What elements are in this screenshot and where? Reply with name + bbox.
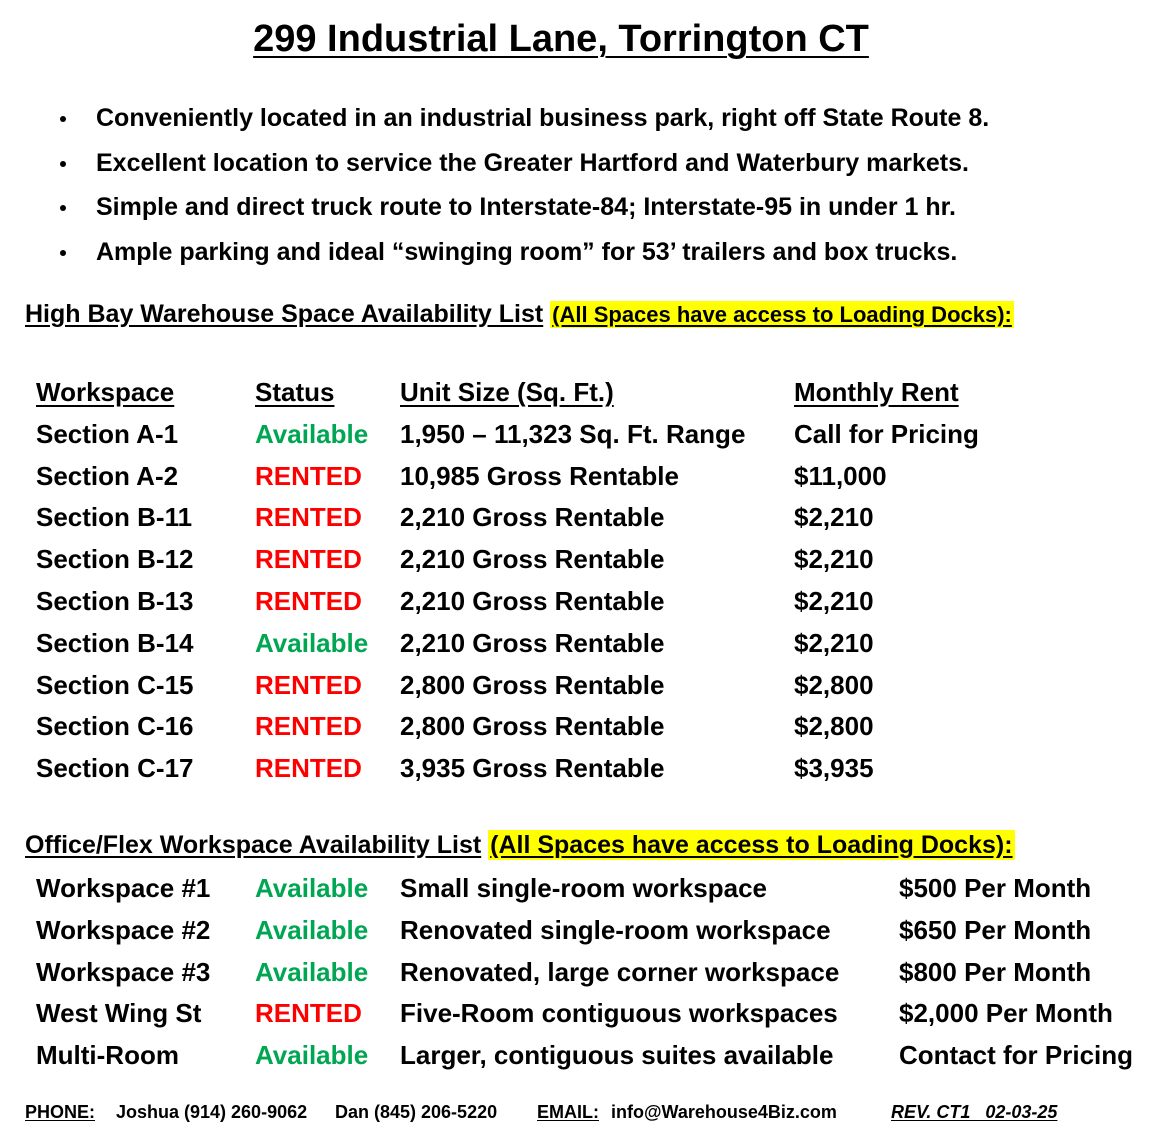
revision-label: REV. CT1 02-03-25 xyxy=(891,1102,1058,1122)
header-unit-size: Unit Size (Sq. Ft.) xyxy=(400,377,614,407)
feature-item xyxy=(56,98,989,143)
row-monthly-rent: $11,000 xyxy=(794,460,887,491)
feature-item xyxy=(56,187,989,232)
row-monthly-rent: $3,935 xyxy=(794,753,874,784)
status-badge: Available xyxy=(255,956,369,987)
header-monthly-rent: Monthly Rent xyxy=(794,377,959,407)
phone-label: PHONE: xyxy=(25,1102,96,1122)
row-unit-size: 2,800 Gross Rentable xyxy=(400,711,665,742)
row-monthly-rent: $2,210 xyxy=(794,544,874,575)
header-status: Status xyxy=(255,377,335,407)
office-heading xyxy=(25,831,1015,860)
row-monthly-rent: $2,800 xyxy=(794,711,874,742)
row-monthly-rent: $800 Per Month xyxy=(899,956,1092,987)
status-badge: Available xyxy=(255,873,369,903)
email-label: EMAIL: xyxy=(537,1102,599,1122)
row-description: Small single-room workspace xyxy=(400,873,768,903)
row-workspace: Section B-13 xyxy=(36,585,194,616)
row-unit-size: 2,210 Gross Rentable xyxy=(400,585,665,616)
row-description: Five-Room contiguous workspaces xyxy=(400,998,838,1029)
row-workspace: Section B-11 xyxy=(36,502,193,533)
row-workspace: Workspace #3 xyxy=(36,956,211,987)
row-workspace: Section A-2 xyxy=(36,460,179,491)
status-badge: Available xyxy=(255,627,369,658)
status-badge: RENTED xyxy=(255,544,362,575)
feature-item xyxy=(56,143,989,188)
row-monthly-rent: Call for Pricing xyxy=(794,418,979,449)
feature-item xyxy=(56,232,989,277)
header-workspace: Workspace xyxy=(36,377,175,407)
bullet-icon xyxy=(60,161,66,167)
warehouse-heading-text: High Bay Warehouse Space Availability List xyxy=(25,300,544,328)
row-unit-size: 3,935 Gross Rentable xyxy=(400,753,665,784)
row-workspace: Section A-1 xyxy=(36,418,179,449)
status-badge: RENTED xyxy=(255,502,362,533)
page-title: 299 Industrial Lane, Torrington CT xyxy=(253,18,869,60)
row-monthly-rent: $2,800 xyxy=(794,669,874,700)
row-monthly-rent: $2,210 xyxy=(794,627,874,658)
status-badge: RENTED xyxy=(255,585,362,616)
status-badge: RENTED xyxy=(255,669,362,700)
feature-text: Conveniently located in an industrial business park, right off State Route 8. xyxy=(96,104,990,132)
row-description: Renovated single-room workspace xyxy=(400,914,831,945)
row-monthly-rent: $650 Per Month xyxy=(899,914,1092,945)
row-monthly-rent: $2,210 xyxy=(794,502,874,533)
row-monthly-rent: $500 Per Month xyxy=(899,873,1092,903)
office-note: (All Spaces have access to Loading Docks): xyxy=(490,831,1013,859)
warehouse-note: (All Spaces have access to Loading Docks): xyxy=(552,302,1012,327)
email-link[interactable]: info@Warehouse4Biz.com xyxy=(611,1102,837,1122)
row-unit-size: 2,210 Gross Rentable xyxy=(400,627,665,658)
bullet-icon xyxy=(60,116,66,122)
row-description: Renovated, large corner workspace xyxy=(400,956,840,987)
status-badge: RENTED xyxy=(255,753,362,784)
status-badge: RENTED xyxy=(255,998,362,1029)
feature-text: Excellent location to service the Greater Hartford and Waterbury markets. xyxy=(96,148,969,177)
row-monthly-rent: Contact for Pricing xyxy=(899,1040,1134,1071)
status-badge: RENTED xyxy=(255,460,362,491)
status-badge: Available xyxy=(255,418,369,449)
footer xyxy=(25,1102,1125,1128)
row-workspace: Section C-17 xyxy=(36,753,194,784)
warehouse-heading xyxy=(25,300,1014,329)
row-unit-size: 10,985 Gross Rentable xyxy=(400,460,679,491)
status-badge: Available xyxy=(255,914,369,945)
row-unit-size: 2,210 Gross Rentable xyxy=(400,544,665,575)
row-workspace: West Wing St xyxy=(36,998,202,1029)
feature-list xyxy=(56,98,989,276)
row-workspace: Section C-16 xyxy=(36,711,194,742)
feature-text: Ample parking and ideal “swinging room” for 53’ trailers and box trucks. xyxy=(96,237,958,266)
status-badge: RENTED xyxy=(255,711,362,742)
row-monthly-rent: $2,000 Per Month xyxy=(899,998,1113,1029)
row-unit-size: 1,950 – 11,323 Sq. Ft. Range xyxy=(400,418,746,449)
row-description: Larger, contiguous suites available xyxy=(400,1040,834,1071)
bullet-icon xyxy=(60,250,66,256)
contact-dan: Dan (845) 206-5220 xyxy=(335,1102,498,1122)
contact-joshua: Joshua (914) 260-9062 xyxy=(116,1102,308,1122)
row-workspace: Section B-14 xyxy=(36,627,194,658)
row-workspace: Section B-12 xyxy=(36,544,194,575)
status-badge: Available xyxy=(255,1040,369,1071)
row-workspace: Workspace #2 xyxy=(36,914,211,945)
row-monthly-rent: $2,210 xyxy=(794,585,874,616)
bullet-icon xyxy=(60,205,66,211)
row-unit-size: 2,210 Gross Rentable xyxy=(400,502,665,533)
row-workspace: Section C-15 xyxy=(36,669,194,700)
feature-text: Simple and direct truck route to Interstate-84; Interstate-95 in under 1 hr. xyxy=(96,193,956,221)
row-unit-size: 2,800 Gross Rentable xyxy=(400,669,665,700)
row-workspace: Workspace #1 xyxy=(36,873,211,903)
row-workspace: Multi-Room xyxy=(36,1040,179,1071)
office-heading-text: Office/Flex Workspace Availability List xyxy=(25,831,482,859)
